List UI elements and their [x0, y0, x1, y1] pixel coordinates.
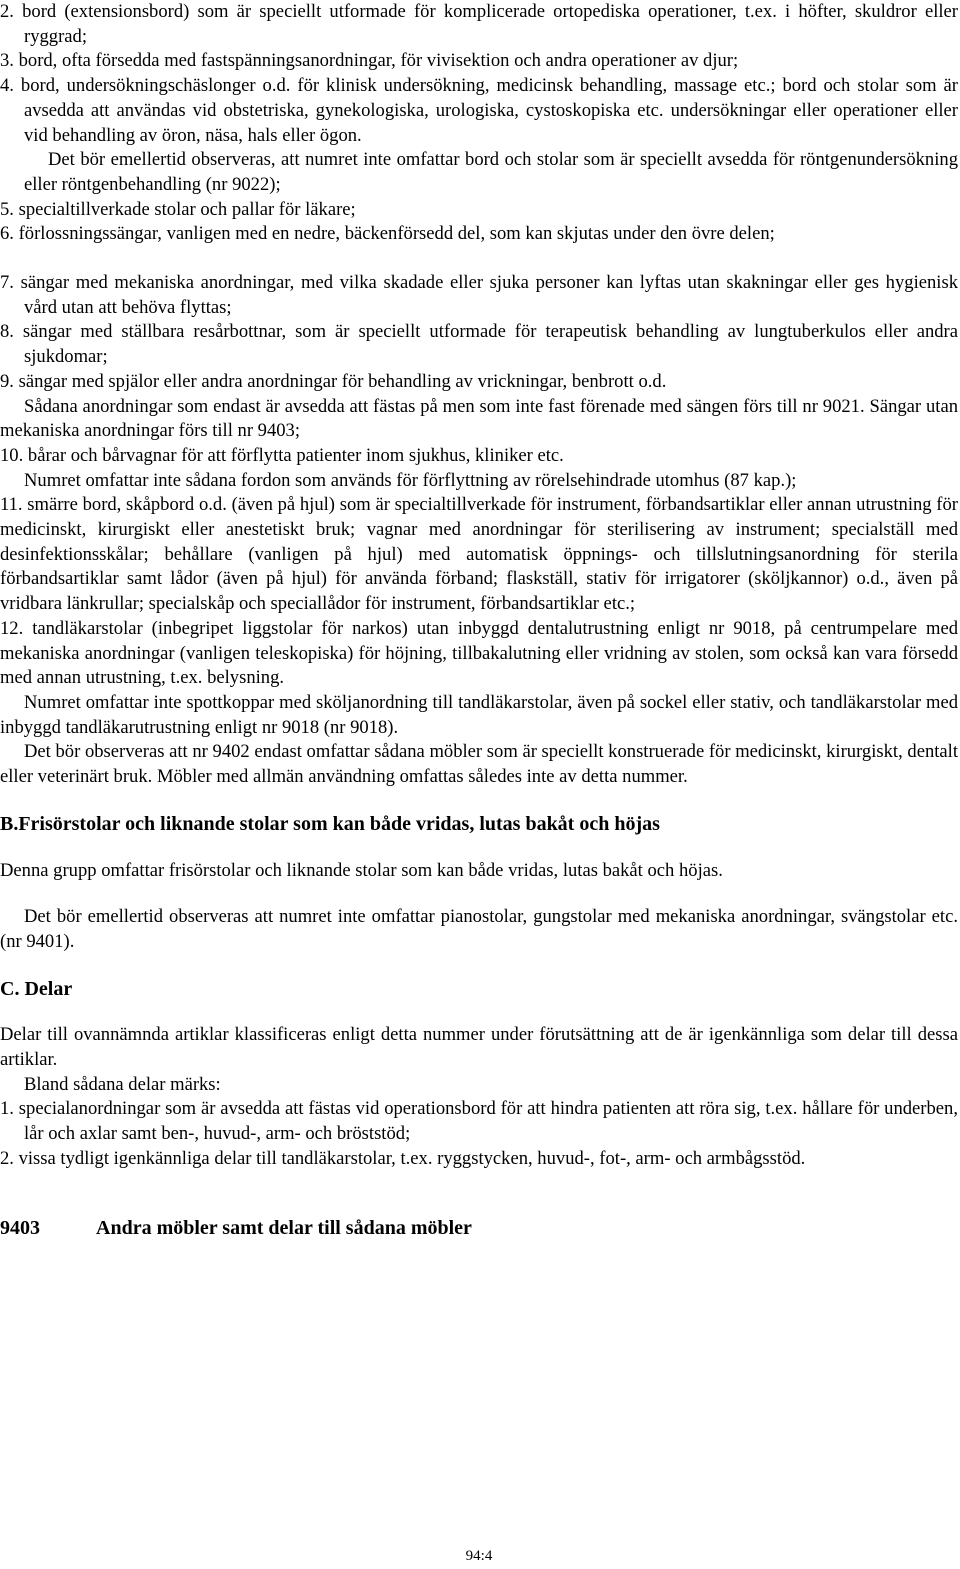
- spacer: [0, 247, 958, 271]
- list-item: 7. sängar med mekaniska anordningar, med vilka skadade eller sjuka personer kan lyftas utan skakningar eller ges hygienisk vård utan att behöva flyttas;: [0, 272, 958, 318]
- list-top: [0, 0, 958, 148]
- paragraph: Bland sådana delar märks:: [24, 1073, 221, 1095]
- list-item: 4. bord, undersökningschäslonger o.d. för klinisk undersökning, medicinsk behandling, massage etc.; bord och stolar som är avsedda att användas vid obstetriska, gynekologiska, urologiska, cystoskopiska etc. undersökningar eller operationer eller vid behandling av öron, näsa, hals eller ögon.: [0, 75, 958, 146]
- paragraph: Denna grupp omfattar frisörstolar och liknande stolar som kan både vridas, lutas bakåt och höjas.: [0, 859, 723, 881]
- list-item: 5. specialtillverkade stolar och pallar för läkare;: [0, 198, 356, 220]
- heading-9403: [0, 1216, 958, 1241]
- list-item: 11. smärre bord, skåpbord o.d. (även på hjul) som är specialtillverkade för instrument, förbandsartiklar eller annan utrustning för medicinskt, kirurgiskt eller anestetiskt bruk; vagnar med anordningar för sterilisering av instrument; specialställ med desinfektionsskålar; behållare (vanligen på hjul) med automatisk öppnings- och tillslutningsanordning för sterila förbandsartiklar samt lådor (även på hjul) för använda förband; flaskställ, stativ för irrigatorer (sköljkannor) o.d., även på vridbara länkrullar; specialskåp och speciallådor för instrument, förbandsartiklar etc.;: [0, 494, 958, 615]
- list-item: 2. bord (extensionsbord) som är speciellt utformade för komplicerade ortopediska operationer, t.ex. i höfter, skuldror eller ryggrad;: [0, 1, 958, 47]
- note-item-12a: Numret omfattar inte spottkoppar med sköljanordning till tandläkarstolar, även på sockel eller stativ, och tandläkarstolar med inbyggd tandläkarutrustning enligt nr 9018 (nr 9018).: [0, 691, 958, 738]
- page-number: 94:4: [465, 1548, 493, 1564]
- heading-text: Andra möbler samt delar till sådana möbler: [96, 1216, 472, 1239]
- list-item: 9. sängar med spjälor eller andra anordningar för behandling av vrickningar, benbrott o.d.: [0, 370, 667, 392]
- list-item: 2. vissa tydligt igenkännliga delar till tandläkarstolar, t.ex. ryggstycken, huvud-, fot-, arm- och armbågsstöd.: [0, 1147, 806, 1169]
- list-item: 8. sängar med ställbara resårbottnar, som är speciellt utformade för terapeutisk behandling av lungtuberkulos eller andra sjukdomar;: [0, 321, 958, 368]
- paragraph: Det bör emellertid observeras att numret inte omfattar pianostolar, gungstolar med mekaniska anordningar, svängstolar etc. (nr 9401).: [0, 906, 958, 952]
- paragraph: Delar till ovannämnda artiklar klassificeras enligt detta nummer under förutsättning att de är igenkännliga som delar till dessa artiklar.: [0, 1024, 958, 1071]
- heading-code: 9403: [0, 1216, 40, 1239]
- spacer: [0, 790, 958, 812]
- note-item-12b: Det bör observeras att nr 9402 endast omfattar sådana möbler som är speciellt konstruerade för medicinskt, kirurgiskt, dentalt eller veterinärt bruk. Möbler med allmän användning omfattas således inte av detta nummer.: [0, 741, 958, 788]
- spacer: [0, 1172, 958, 1216]
- spacer: [0, 1001, 958, 1023]
- list-item: 12. tandläkarstolar (inbegripet liggstolar för narkos) utan inbyggd dentalutrustning enligt nr 9018, på centrumpelare med mekaniska anordningar (vanligen teleskopiska) för höjning, tillbakalutning eller vridning av stolen, som också kan vara försedd med annan utrustning, t.ex. belysning.: [0, 617, 958, 689]
- spacer: [0, 837, 958, 859]
- list-item: 10. bårar och bårvagnar för att förflytta patienter inom sjukhus, kliniker etc.: [0, 444, 564, 466]
- note-item-9: Sådana anordningar som endast är avsedda att fästas på men som inte fast förenade med sängen förs till nr 9021. Sängar utan mekaniska anordningar förs till nr 9403;: [0, 395, 958, 442]
- section-heading-c: C. Delar: [0, 977, 73, 1000]
- spacer: [0, 955, 958, 977]
- list-item: 1. specialanordningar som är avsedda att fästas vid operationsbord för att hindra patienten att röra sig, t.ex. hållare för underben, lår och axlar samt ben-, huvud-, arm- och bröststöd;: [0, 1098, 958, 1145]
- list-item: 3. bord, ofta försedda med fastspänningsanordningar, för vivisektion och andra operationer av djur;: [0, 50, 739, 72]
- section-heading-b: B.Frisörstolar och liknande stolar som kan både vridas, lutas bakåt och höjas: [0, 812, 660, 835]
- note-item-10: Numret omfattar inte sådana fordon som används för förflyttning av rörelsehindrade utomhus (87 kap.);: [24, 469, 797, 491]
- note-item-4: Det bör emellertid observeras, att numret inte omfattar bord och stolar som är speciellt avsedda för röntgenundersökning eller röntgenbehandling (nr 9022);: [24, 149, 958, 195]
- spacer: [0, 883, 958, 905]
- list-item: 6. förlossningssängar, vanligen med en nedre, bäckenförsedd del, som kan skjutas under den övre delen;: [0, 223, 775, 245]
